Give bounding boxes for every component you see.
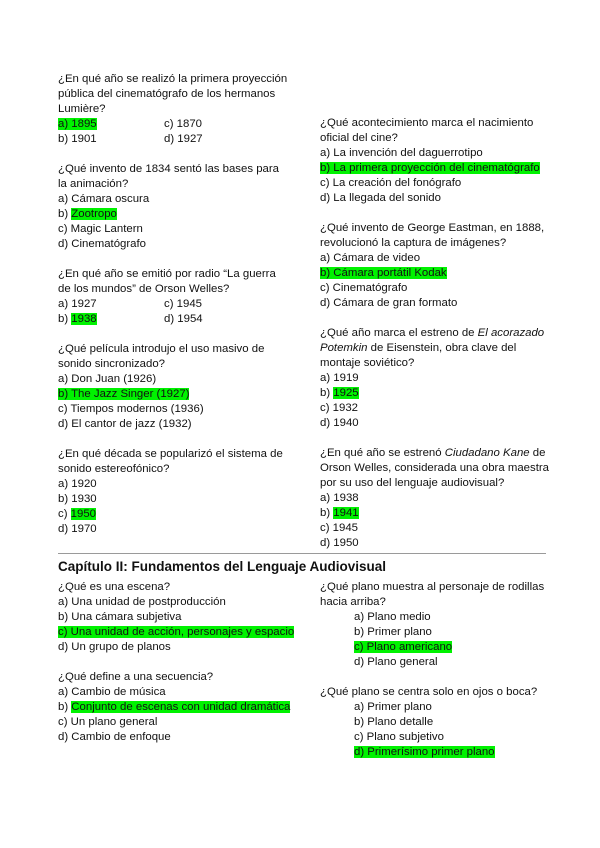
option-c: c) 1932 [320, 402, 358, 414]
option-a: a) Cambio de música [58, 686, 166, 698]
option-d [320, 745, 550, 760]
option-b: b) 1930 [58, 493, 97, 505]
question-text: ¿Qué película introdujo el uso masivo de sonido sincronizado? [58, 343, 265, 370]
question-text: ¿Qué año marca el estreno de El acorazado Potemkin de Eisenstein, obra clave del montaje soviético? [320, 327, 545, 369]
option-c: c) Cinematógrafo [320, 282, 408, 294]
section-divider [58, 553, 546, 554]
option-a: a) Cámara oscura [58, 193, 150, 205]
correct-answer-highlight: c) Una unidad de acción, personajes y espacio [58, 626, 295, 638]
option-d: d) 1950 [320, 537, 359, 549]
option-b: b) Zootropo [58, 208, 117, 220]
option-d: d) La llegada del sonido [320, 192, 441, 204]
option-c: c) Un plano general [58, 716, 158, 728]
option-c [320, 640, 550, 655]
option-b: b) Primer plano [354, 626, 432, 638]
correct-answer-highlight: b) Cámara portátil Kodak [320, 267, 447, 279]
correct-answer-highlight: 1950 [70, 508, 96, 520]
option-b [320, 266, 550, 281]
option-a: a) 1920 [58, 478, 97, 490]
option-a: a) Don Juan (1926) [58, 373, 157, 385]
option-b: b) Plano detalle [354, 716, 434, 728]
option-a: a) Cámara de video [320, 252, 421, 264]
right-column-section2 [320, 580, 550, 760]
option-b: b) 1938 [58, 313, 97, 325]
option-b: b) Conjunto de escenas con unidad dramática [58, 701, 291, 713]
option-d: d) 1970 [58, 523, 97, 535]
option-b: b) 1941 [320, 507, 359, 519]
correct-answer-highlight: b) La primera proyección del cinematógrafo [320, 162, 540, 174]
correct-answer-highlight: 1938 [71, 313, 97, 325]
options-row [58, 297, 288, 312]
option-a: a) 1927 [58, 298, 97, 310]
option-a: a) Una unidad de postproducción [58, 596, 226, 608]
question-text: ¿En qué década se popularizó el sistema de sonido estereofónico? [58, 448, 283, 475]
option-d: d) Un grupo de planos [58, 641, 171, 653]
question-text: ¿Qué plano se centra solo en ojos o boca? [320, 686, 538, 698]
option-c: c) 1950 [58, 508, 96, 520]
option-d: d) 1940 [320, 417, 359, 429]
question-text: ¿Qué invento de George Eastman, en 1888, revolucionó la captura de imágenes? [320, 222, 545, 249]
correct-answer-highlight: 1941 [333, 507, 359, 519]
option-a: a) 1919 [320, 372, 359, 384]
option-a: a) Primer plano [354, 701, 432, 713]
correct-answer-highlight: 1925 [333, 387, 359, 399]
options-row [58, 132, 288, 147]
option-c: c) Tiempos modernos (1936) [58, 403, 204, 415]
left-column-section1 [58, 72, 288, 537]
option-b [320, 161, 550, 176]
correct-answer-highlight: d) Primerísimo primer plano [354, 746, 495, 758]
option-c: c) 1870 [164, 118, 202, 130]
option-c: c) Magic Lantern [58, 223, 143, 235]
option-c: c) 1945 [164, 298, 202, 310]
option-d: d) Cámara de gran formato [320, 297, 458, 309]
correct-answer-highlight: b) The Jazz Singer (1927) [58, 388, 190, 400]
option-d: d) El cantor de jazz (1932) [58, 418, 192, 430]
option-c: c) La creación del fonógrafo [320, 177, 462, 189]
option-c: c) Plano subjetivo [354, 731, 444, 743]
question-text: ¿Qué invento de 1834 sentó las bases para la animación? [58, 163, 279, 190]
question-text: ¿Qué es una escena? [58, 581, 171, 593]
correct-answer-highlight: Conjunto de escenas con unidad dramática [71, 701, 291, 713]
option-d: d) 1927 [164, 133, 203, 145]
film-title: Ciudadano Kane [444, 447, 530, 459]
option-b: b) Una cámara subjetiva [58, 611, 182, 623]
question-text: ¿Qué plano muestra al personaje de rodillas hacia arriba? [320, 581, 545, 608]
question-text: ¿En qué año se realizó la primera proyección pública del cinematógrafo de los hermanos Lumière? [58, 73, 288, 115]
option-b: b) 1901 [58, 133, 97, 145]
option-c: c) 1945 [320, 522, 358, 534]
option-c [58, 625, 308, 640]
chapter-heading: Capítulo II: Fundamentos del Lenguaje Audiovisual [58, 559, 387, 574]
option-a: a) 1938 [320, 492, 359, 504]
option-a: a) Plano medio [354, 611, 431, 623]
right-column-section1 [320, 116, 550, 551]
option-d: d) Cinematógrafo [58, 238, 147, 250]
option-a: a) 1895 [58, 118, 97, 130]
correct-answer-highlight: Zootropo [71, 208, 117, 220]
option-d: d) 1954 [164, 313, 203, 325]
left-column-section2 [58, 580, 308, 745]
film-title: El acorazado Potemkin [320, 327, 545, 354]
option-d: d) Plano general [354, 656, 438, 668]
options-row [58, 312, 288, 327]
correct-answer-highlight: c) Plano americano [354, 641, 453, 653]
question-text: ¿Qué acontecimiento marca el nacimiento oficial del cine? [320, 117, 534, 144]
option-b: b) 1925 [320, 387, 359, 399]
question-text: ¿En qué año se emitió por radio “La guerra de los mundos” de Orson Welles? [58, 268, 276, 295]
question-text: ¿En qué año se estrenó Ciudadano Kane de Orson Welles, considerada una obra maestra por su uso del lenguaje audiovisual? [320, 447, 549, 489]
options-row [58, 117, 288, 132]
option-a: a) La invención del daguerrotipo [320, 147, 483, 159]
option-d: d) Cambio de enfoque [58, 731, 171, 743]
option-b [58, 387, 288, 402]
question-text: ¿Qué define a una secuencia? [58, 671, 214, 683]
